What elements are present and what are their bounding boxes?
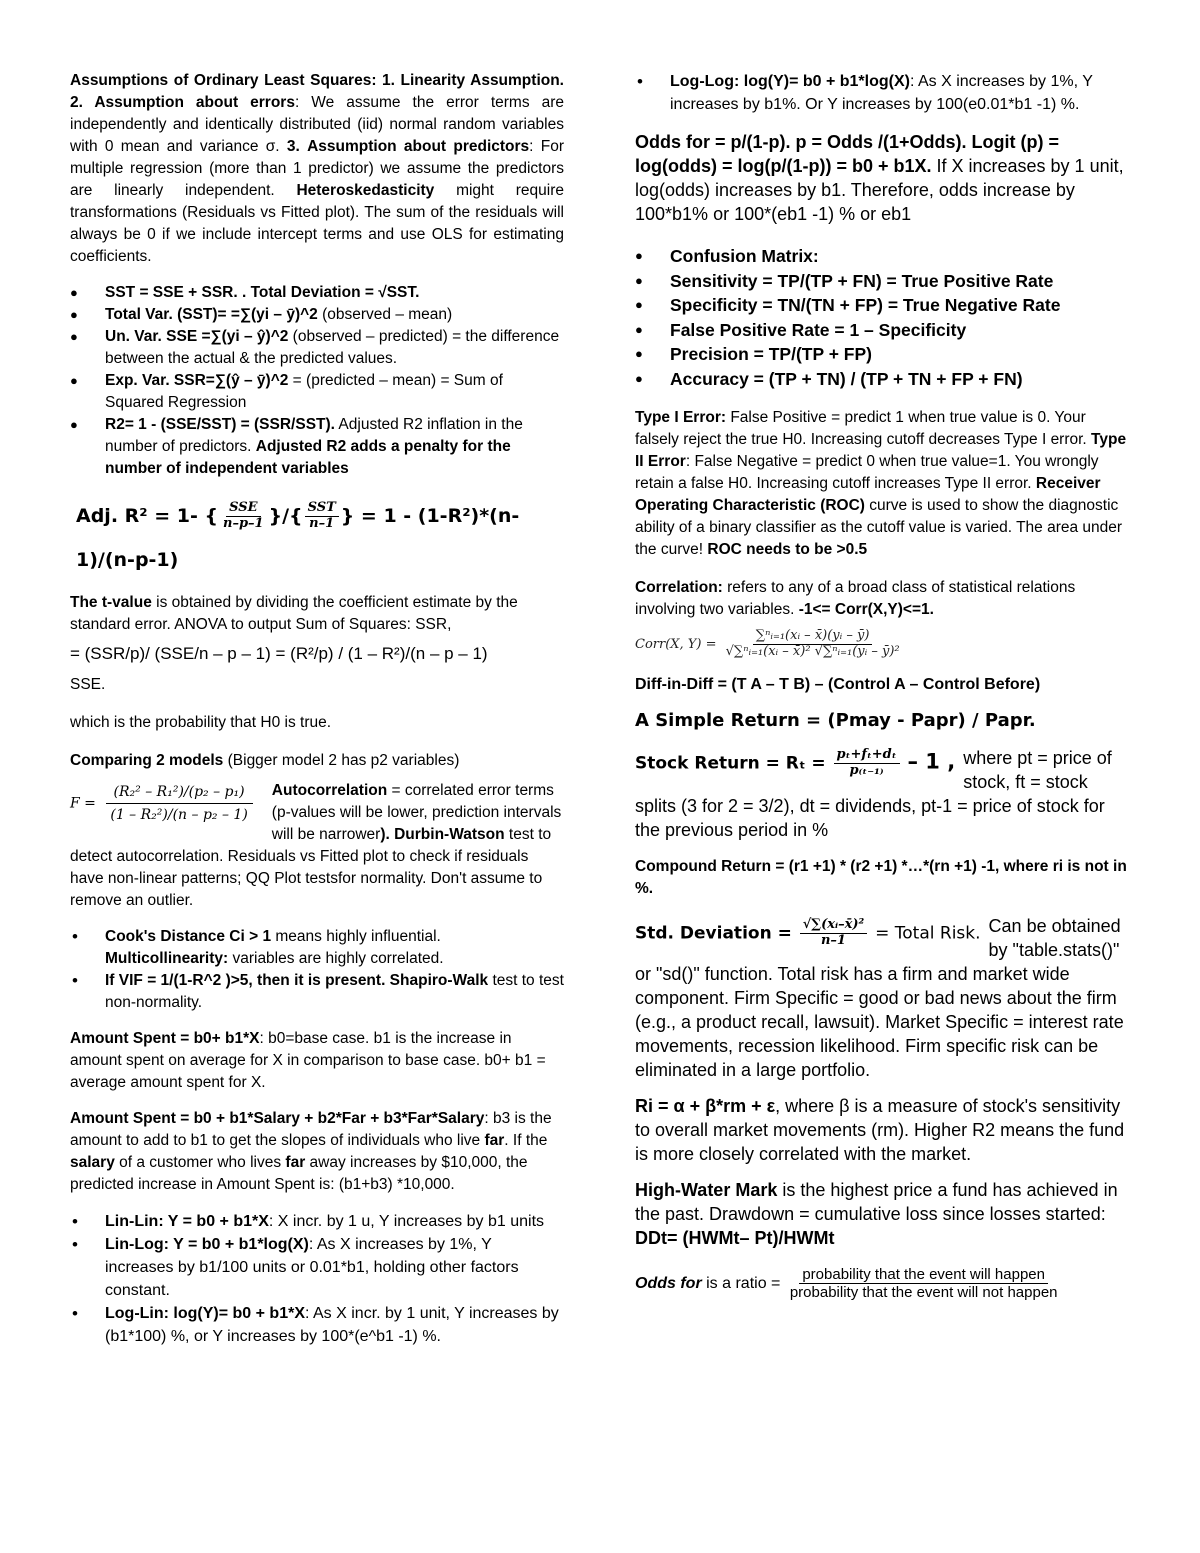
amount-spent-1	[70, 1028, 564, 1094]
list-item	[70, 414, 564, 480]
text: (Bigger model 2 has p2 variables)	[223, 752, 460, 769]
text: refers to any of a broad class of statistical relations involving two variables.	[635, 579, 1076, 618]
text: : b0=base case. b1 is the increase in amount spent on average for X in comparison to base case. b0+ b1 = average amount spent for X.	[70, 1030, 546, 1091]
text: Correlation:	[635, 579, 723, 596]
text: (R₂² – R₁²)/(p₂ – p₁)	[106, 784, 253, 804]
cooks-list	[70, 926, 564, 1014]
list-item	[635, 367, 1127, 392]
anova-formula: = (SSR/p)/ (SSE/n – p – 1) = (R²/p) / (1 – R²)/(n – p – 1)	[70, 644, 488, 663]
text: curve is used to show the diagnostic ability of a binary classifier as the cutoff value is varied. The area under the curve!	[635, 497, 1123, 558]
prob-h0-text: which is the probability that H0 is true.	[70, 714, 332, 731]
text: ROC needs to be >0.5	[707, 541, 868, 558]
text: ). Durbin-Watson	[380, 826, 505, 843]
list-item	[70, 282, 564, 304]
text: √∑ⁿᵢ₌₁(xᵢ – x̄)² √∑ⁿᵢ₌₁(yᵢ – ȳ)²	[725, 643, 900, 659]
text: √∑(xᵢ–x̄)²	[800, 918, 867, 934]
list-item	[635, 70, 1127, 116]
text: 3. Assumption about predictors	[286, 138, 530, 155]
text: Odds for = p/(1-p). p = Odds /(1+Odds). Logit (p) = log(odds) = log(p/(1-p)) = b0 + b1X.	[635, 132, 1060, 176]
text: Sensitivity = TP/(TP + FN) = True Positive Rate	[670, 270, 1054, 291]
right-column	[635, 70, 1127, 1301]
sst-list	[70, 282, 564, 480]
t-value-paragraph	[70, 592, 564, 636]
text: is a ratio =	[701, 1274, 781, 1292]
text: Lin-Log: Y = b0 + b1*log(X)	[105, 1236, 309, 1253]
text: (observed – predicted) = the difference between the actual & the predicted values.	[105, 328, 560, 367]
corr-fraction	[723, 629, 903, 660]
text: : b3 is the amount to add to b1 to get the slopes of individuals who live	[70, 1110, 552, 1149]
text: The t-value	[70, 594, 152, 611]
text: n–1	[820, 932, 846, 948]
text: Stock Return = Rₜ =	[635, 753, 826, 774]
f-test-formula	[70, 784, 258, 823]
text: : As X incr. by 1 unit, Y increases by (b1*100) %, or Y increases by 100*(e^b1 -1) %.	[105, 1305, 559, 1345]
text: SSE	[226, 501, 260, 517]
text: might require transformations (Residuals vs Fitted plot). The sum of the residuals will always be 0 if we include intercept terms and use OLS for estimating coefficients.	[70, 182, 564, 265]
list-item	[70, 1233, 564, 1302]
text: variables are highly correlated.	[228, 950, 444, 967]
text: is the highest price a fund has achieved in the past. Drawdown = cumulative loss since losses started:	[635, 1179, 1118, 1224]
list-item	[635, 318, 1127, 343]
text: Accuracy = (TP + TN) / (TP + TN + FP + FN)	[670, 368, 1023, 389]
loglog-list	[635, 70, 1127, 116]
sst-fraction	[305, 501, 339, 532]
text: Ri = α + β*rm + ε	[635, 1095, 776, 1116]
text: False Positive Rate = 1 – Specificity	[670, 319, 967, 340]
text: High-Water Mark	[635, 1179, 778, 1200]
text: Cook's Distance Ci > 1	[105, 928, 272, 945]
autocorrelation-block	[70, 780, 564, 912]
text: SST	[305, 501, 339, 517]
text: Confusion Matrix:	[670, 246, 819, 266]
text: (observed – mean)	[317, 306, 453, 323]
text: Exp. Var. SSR=∑(ŷ – ȳ)^2	[105, 372, 289, 389]
text: : We assume the error terms are independently and identically distributed (iid) normal random variables with 0 mean and variance σ.	[70, 94, 565, 155]
text: Std. Deviation =	[635, 923, 792, 944]
text: is obtained by dividing the coefficient estimate by the standard error. ANOVA to output Sum of Squares: SSR,	[70, 594, 518, 633]
text: Log-Log: log(Y)= b0 + b1*log(X)	[670, 73, 910, 90]
error-types-paragraph	[635, 407, 1127, 561]
text: n–1	[309, 516, 335, 531]
text: Amount Spent = b0 + b1*Salary + b2*Far + b3*Far*Salary	[70, 1110, 485, 1127]
list-item	[635, 293, 1127, 318]
left-column	[70, 70, 564, 1362]
std-dev-block	[635, 914, 1127, 1082]
text: ∑ⁿᵢ₌₁(xᵢ – x̄)(yᵢ – ȳ)	[753, 629, 873, 645]
text: Precision = TP/(TP + FP)	[670, 344, 872, 364]
text: : X incr. by 1 u, Y increases by b1 units	[268, 1213, 545, 1230]
text: test to test non-normality.	[105, 972, 564, 1011]
text: -1<= Corr(X,Y)<=1.	[798, 601, 934, 618]
text: False Positive = predict 1 when true value is 0. Your falsely reject the true H0. Increasing cutoff decreases Type I error.	[635, 409, 1092, 448]
text: Multicollinearity:	[105, 950, 229, 967]
list-item	[635, 269, 1127, 294]
text: (1 – R₂²)/(n – p₂ – 1)	[110, 807, 248, 824]
odds-for-ratio	[635, 1266, 1127, 1302]
text: : As X increases by 1%, Y increases by b1%. Or Y increases by 100(e0.01*b1 -1) %.	[670, 73, 1093, 113]
diff-in-diff	[635, 674, 1127, 696]
text: } = 1 - (1-R²)*(n-1)/(n-p-1)	[76, 505, 520, 571]
list-item	[70, 326, 564, 370]
list-item	[70, 1302, 564, 1348]
sse-fraction	[220, 501, 267, 532]
text: = correlated error terms (p-values will be lower, prediction intervals will be narrower	[271, 782, 562, 843]
text: Adj. R² = 1- {	[76, 505, 218, 527]
text: far	[484, 1132, 505, 1149]
text: Log-Lin: log(Y)= b0 + b1*X	[105, 1305, 305, 1322]
high-water-mark-paragraph	[635, 1178, 1127, 1250]
text: probability that the event will not happen	[789, 1284, 1058, 1302]
text: – 1 ,	[907, 749, 956, 774]
correlation-formula	[635, 629, 1127, 660]
odds-fraction	[787, 1266, 1061, 1302]
text: = (predicted – mean) = Sum of Squared Regression	[105, 372, 503, 411]
text: Autocorrelation	[271, 782, 388, 799]
text: = Total Risk.	[875, 923, 981, 944]
ols-assumptions-paragraph	[70, 70, 564, 268]
comparing-models-heading	[70, 750, 564, 772]
text: SST = SSE + SSR. . Total Deviation = √SST.	[105, 284, 420, 301]
sse-label: SSE.	[70, 676, 106, 693]
text: Odds for	[635, 1274, 702, 1292]
text: Type II Error	[635, 431, 1127, 470]
text: Un. Var. SSE =∑(yi – ŷ)^2	[105, 328, 289, 345]
adj-r2-formula	[76, 494, 564, 582]
text: Can be obtained by "table.stats()" or "sd()" function. Total risk has a firm and market wide component. Firm Specific = good or bad news about the firm (e.g., a product recall, lawsuit). Market Specific = interest rate movements, recession likelihood. Firm specific risk can be eliminated in a large portfolio.	[635, 915, 1124, 1080]
text: of a customer who lives	[114, 1154, 286, 1171]
text: Comparing 2 models	[70, 752, 224, 769]
text: If X increases by 1 unit, log(odds) increases by b1. Therefore, odds increase by 100*b1% or 100*(eb1 -1) % or eb1	[635, 156, 1124, 224]
list-item	[70, 970, 564, 1014]
text: Amount Spent = b0+ b1*X	[70, 1030, 260, 1047]
simple-return: A Simple Return = (Pmay - Papr) / Papr.	[635, 709, 1036, 731]
std-fraction	[800, 918, 867, 949]
std-dev-formula	[635, 918, 981, 949]
ri-paragraph	[635, 1094, 1127, 1166]
text: F =	[70, 795, 96, 812]
text: }/{	[268, 505, 303, 527]
list-item	[635, 342, 1127, 367]
text: n–p–1	[223, 516, 264, 531]
text: If VIF = 1/(1-R^2 )>5, then it is present. Shapiro-Walk	[105, 972, 489, 989]
text: : False Negative = predict 0 when true value=1. You wrongly retain a false H0. Increasing cutoff increases Type II error.	[635, 453, 1099, 492]
text: Compound Return = (r1 +1) * (r2 +1) *…*(rn +1) -1, where ri is not in %.	[635, 857, 1127, 897]
text: where pt = price of stock, ft = stock splits (3 for 2 = 3/2), dt = dividends, pt-1 = price of stock for the previous period in %	[635, 747, 1112, 840]
stock-return-block	[635, 746, 1127, 842]
text: , where β is a measure of stock's sensitivity to overall market movements (rm). Higher R2 means the fund is more closely correlated with the market.	[635, 1095, 1125, 1164]
text: DDt= (HWMt– Pt)/HWMt	[635, 1227, 835, 1248]
text: test to detect autocorrelation. Residuals vs Fitted plot to check if residuals have non-linear patterns; QQ Plot testsfor normality. Don't assume to remove an outlier.	[70, 826, 552, 909]
f-fraction	[102, 784, 255, 823]
text: Receiver Operating Characteristic (ROC)	[635, 475, 1101, 514]
text: Corr(X, Y) =	[635, 636, 717, 652]
text: Diff-in-Diff = (T A – T B) – (Control A – Control Before)	[635, 675, 1041, 693]
text: away increases by $10,000, the predicted increase in Amount Spent is: (b1+b3) *10,000.	[70, 1154, 528, 1193]
amount-spent-2	[70, 1108, 564, 1196]
odds-paragraph	[635, 130, 1127, 226]
text: Total Var. (SST)= =∑(yi – ȳ)^2	[105, 306, 318, 323]
text: : As X increases by 1%, Y increases by b1/100 units or 0.01*b1, holding other factors constant.	[105, 1236, 519, 1299]
confusion-matrix-list	[635, 244, 1127, 391]
ols-heading: Assumptions of Ordinary Least Squares: 1. Linearity Assumption. 2. Assumption about errors	[70, 72, 564, 111]
text: salary	[70, 1154, 115, 1171]
list-item	[70, 926, 564, 970]
text: Heteroskedasticity	[296, 182, 435, 199]
text: pₜ+fₜ+dₜ	[834, 748, 900, 764]
list-item	[70, 370, 564, 414]
text: Adjusted R2 inflation in the number of predictors.	[105, 416, 523, 455]
stock-return-formula	[635, 748, 955, 779]
list-item	[635, 244, 1127, 269]
log-models-list	[70, 1210, 564, 1348]
text: Adjusted R2 adds a penalty for the number of independent variables	[105, 438, 511, 477]
text: far	[285, 1154, 306, 1171]
text: Lin-Lin: Y = b0 + b1*X	[105, 1213, 269, 1230]
compound-return	[635, 856, 1127, 900]
text: probability that the event will happen	[799, 1266, 1048, 1284]
text: . If the	[504, 1132, 548, 1149]
stock-fraction	[834, 748, 900, 779]
list-item	[70, 1210, 564, 1233]
correlation-paragraph	[635, 577, 1127, 621]
text: R2= 1 - (SSE/SST) = (SSR/SST).	[105, 416, 335, 433]
text: p₍ₜ₋₁₎	[849, 762, 884, 778]
text: means highly influential.	[271, 928, 441, 945]
text: : For multiple regression (more than 1 predictor) we assume the predictors are linearly independent.	[70, 138, 564, 199]
text: Specificity = TN/(TN + FP) = True Negative Rate	[670, 295, 1061, 315]
list-item	[70, 304, 564, 326]
text: Type I Error:	[635, 409, 727, 426]
